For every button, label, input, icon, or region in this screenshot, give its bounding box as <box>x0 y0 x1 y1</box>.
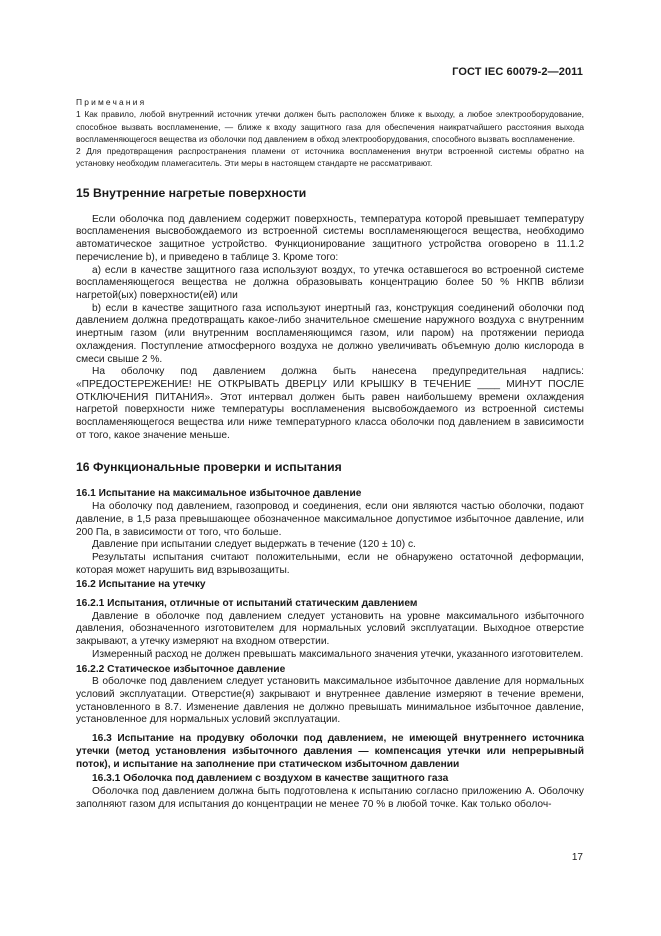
document-body <box>76 96 584 811</box>
section-16-3-1-paragraph: Оболочка под давлением должна быть подготовлена к испытанию согласно приложению А. Оболочку заполняют газом для испытания до концентрации не менее 70 % в любой точке. Как только оболоч- <box>76 785 584 810</box>
note-2: 2 Для предотвращения распространения пламени от источника воспламенения внутри встроенной системы обратно на установку необходим пламегаситель. Эти меры в настоящем стандарте не рассматривают. <box>76 146 584 169</box>
section-16-3-heading: 16.3 Испытание на продувку оболочки под давлением, не имеющей внутреннего источника утечки (метод установления избыточного давления — компенсация утечки или непрерывный поток), и испытание на заполнение при статическом избыточном давлении <box>76 733 584 770</box>
section-15-item-a: a) если в качестве защитного газа используют воздух, то утечка оставшегося во встроенной системе воспламеняющегося вещества не должна образовывать концентрацию более 50 % НКПВ вблизи нагретой(ых) поверхности(ей) или <box>76 264 584 301</box>
section-16-heading: 16 Функциональные проверки и испытания <box>76 460 342 475</box>
page-number: 17 <box>571 852 583 863</box>
section-15-warning-paragraph: На оболочку под давлением должна быть нанесена предупредительная надпись: «ПРЕДОСТЕРЕЖЕНИЕ! НЕ ОТКРЫВАТЬ ДВЕРЦУ ИЛИ КРЫШКУ В ТЕЧЕНИЕ ____ МИНУТ ПОСЛЕ ОТКЛЮЧЕНИЯ ПИТАНИЯ». Этот интервал должен быть равен наибольшему времени охлаждения нагретой поверхности ниже температуры воспламенения высвобождаемого из встроенной системы воспламеняющегося вещества или ниже температурного класса оболочки под давлением в зависимости от того, какое значение меньше. <box>76 366 584 441</box>
section-16-2-2-paragraph: В оболочке под давлением следует установить максимальное избыточное давление для нормальных условий эксплуатации. Отверстие(я) закрывают и внутреннее давление измеряют в течение времени, установленного в 8.7. Изменение давления не должно превышать минимальное избыточное давление, установленное для нормальных условий эксплуатации. <box>76 676 584 726</box>
section-15-paragraph: Если оболочка под давлением содержит поверхность, температура которой превышает температуру воспламенения высвобождаемого из встроенной системы воспламеняющегося вещества, необходимо автоматическое защитное устройство. Функционирование защитного устройства оговорено в 11.1.2 перечисление b), и приведено в таблице 3. Кроме того: <box>76 213 584 263</box>
section-16-2-1-heading: 16.2.1 Испытания, отличные от испытаний статическим давлением <box>76 598 418 610</box>
document-id-header: ГОСТ IEC 60079-2—2011 <box>452 66 583 78</box>
section-16-2-1-paragraph: Давление в оболочке под давлением следует установить на уровне максимального избыточного давления, обозначенного изготовителем для нормальных условий эксплуатации. Выходное отверстие закрывают, а утечку измеряют на входном отверстии. <box>76 610 584 648</box>
section-16-1-heading: 16.1 Испытание на максимальное избыточное давление <box>76 488 362 500</box>
notes-title: Примечания <box>76 97 147 107</box>
note-1: 1 Как правило, любой внутренний источник утечки должен быть расположен ближе к выходу, а любое электрооборудование, способное вызвать воспламенение, — ближе к входу защитного газа для обеспечения наикратчайшего расстояния выхода воспламеняющегося вещества из оболочки под давлением в обход электрооборудования, способного вызвать воспламенение. <box>76 109 584 144</box>
section-16-1-paragraph: Результаты испытания считают положительными, если не обнаружено остаточной деформации, которая может нарушить вид взрывозащиты. <box>76 551 584 576</box>
section-16-2-1-paragraph: Измеренный расход не должен превышать максимального значения утечки, указанного изготовителем. <box>92 648 584 660</box>
section-16-2-2-heading: 16.2.2 Статическое избыточное давление <box>76 663 286 675</box>
section-16-3-1-heading: 16.3.1 Оболочка под давлением с воздухом в качестве защитного газа <box>92 773 449 785</box>
section-16-1-paragraph: Давление при испытании следует выдержать в течение (120 ± 10) с. <box>92 539 416 551</box>
section-16-2-heading: 16.2 Испытание на утечку <box>76 579 206 591</box>
section-15-item-b: b) если в качестве защитного газа используют инертный газ, конструкция соединений оболочки под давлением должна предотвращать какое-либо значительное смешение наружного воздуха с внутренним инертным газом (или внутренним воспламеняющимся газом, или паром) на протяжении периода охлаждения. Поступление атмосферного воздуха не должно увеличивать объемную долю кислорода в смеси свыше 2 %. <box>76 302 584 365</box>
section-16-1-paragraph: На оболочку под давлением, газопровод и соединения, если они являются частью оболочки, подают давление, в 1,5 раза превышающее обозначенное максимальное допустимое избыточное давление, или 200 Па, в зависимости от того, что больше. <box>76 501 584 538</box>
section-15-heading: 15 Внутренние нагретые поверхности <box>76 185 307 200</box>
